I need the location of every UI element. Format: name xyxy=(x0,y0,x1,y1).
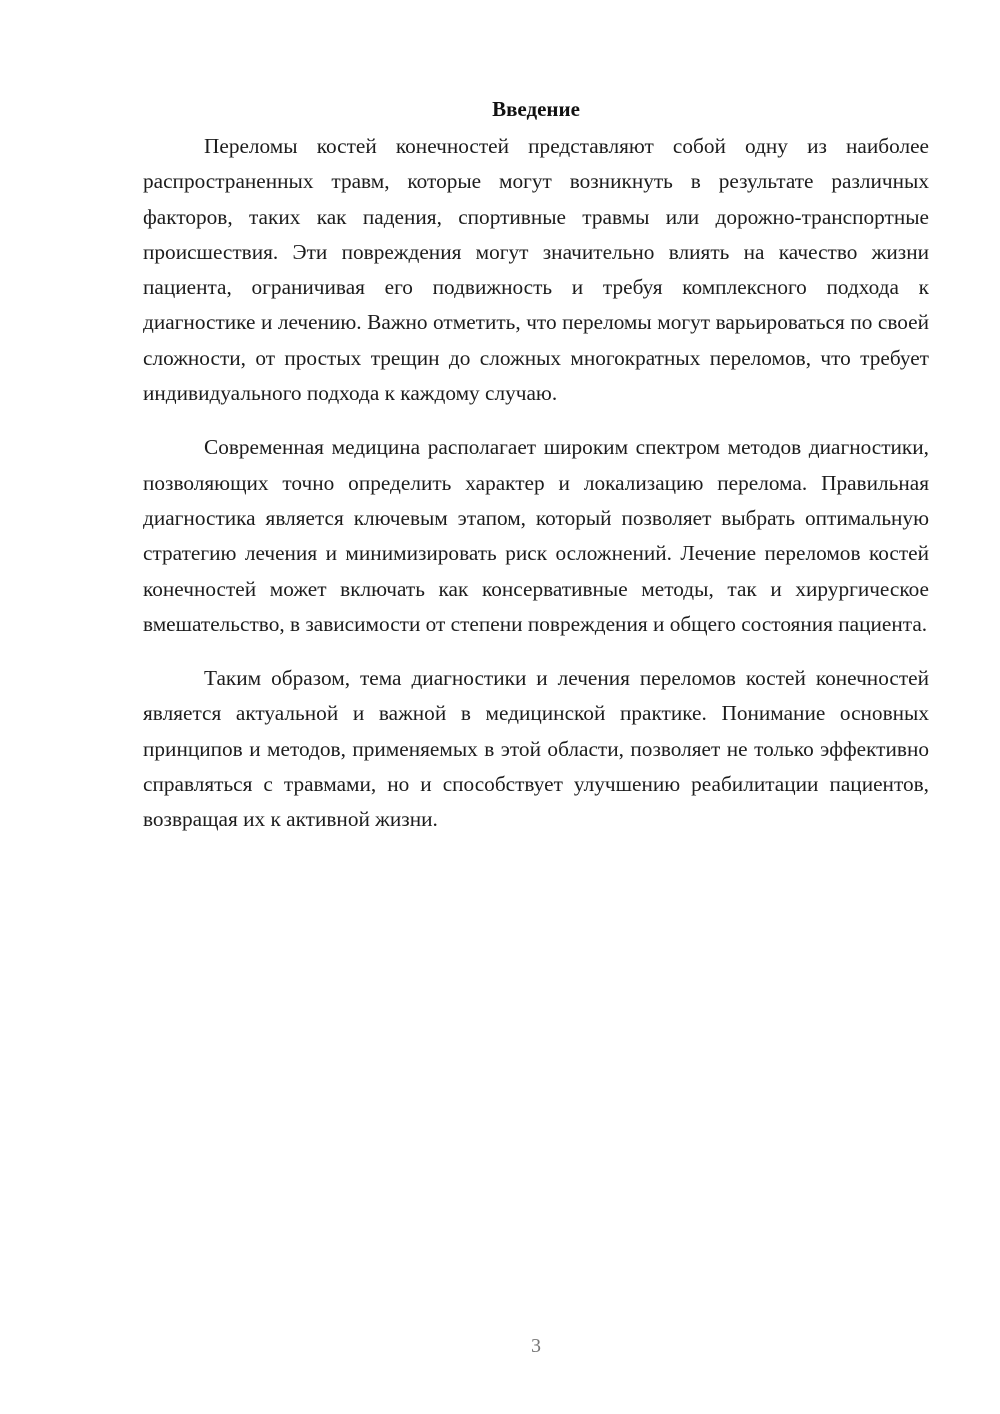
document-body xyxy=(143,92,929,857)
paragraph-1: Переломы костей конечностей представляют собой одну из наиболее распространенных травм, которые могут возникнуть в результате различных факторов, таких как падения, спортивные травмы или дорожно-транспортные происшествия. Эти повреждения могут значительно влиять на качество жизни пациента, ограничивая его подвижность и требуя комплексного подхода к диагностике и лечению. Важно отметить, что переломы могут варьироваться по своей сложности, от простых трещин до сложных многократных переломов, что требует индивидуального подхода к каждому случаю. xyxy=(143,134,929,406)
section-title: Введение xyxy=(492,97,580,121)
paragraph-3: Таким образом, тема диагностики и лечения переломов костей конечностей является актуальной и важной в медицинской практике. Понимание основных принципов и методов, применяемых в этой области, позволяет не только эффективно справляться с травмами, но и способствует улучшению реабилитации пациентов, возвращая их к активной жизни. xyxy=(143,666,929,832)
page-number: 3 xyxy=(531,1335,541,1357)
paragraph-2: Современная медицина располагает широким спектром методов диагностики, позволяющих точно определить характер и локализацию перелома. Правильная диагностика является ключевым этапом, который позволяет выбрать оптимальную стратегию лечения и минимизировать риск осложнений. Лечение переломов костей конечностей может включать как консервативные методы, так и хирургическое вмешательство, в зависимости от степени повреждения и общего состояния пациента. xyxy=(143,435,929,636)
